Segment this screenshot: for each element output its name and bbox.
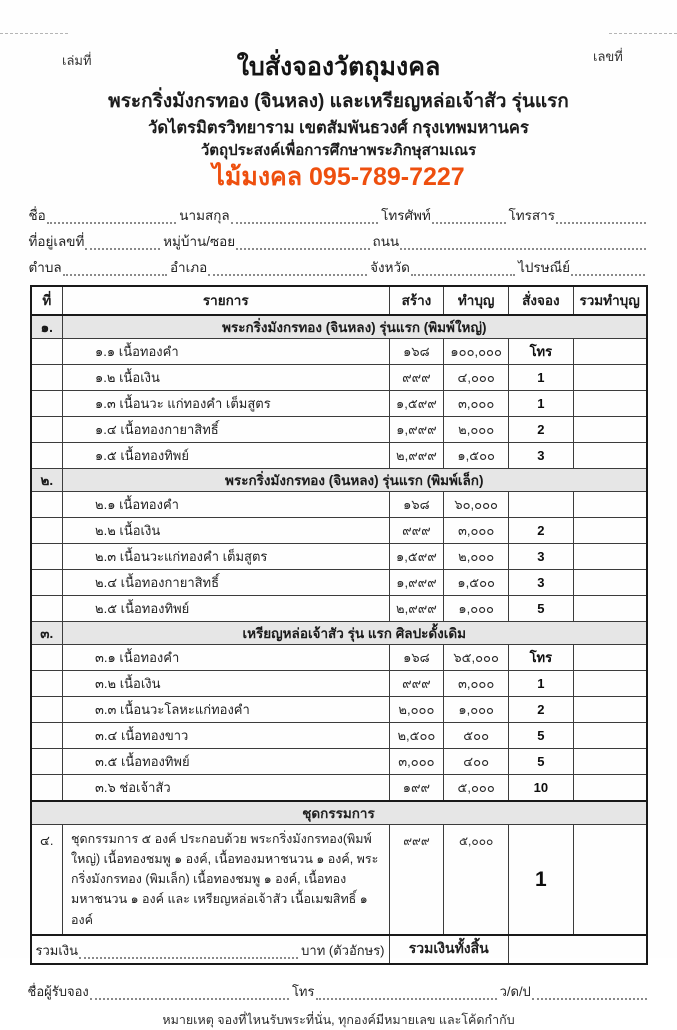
order-qty-cell[interactable]: โทร <box>509 644 574 670</box>
no-cell <box>31 390 63 416</box>
donation-amount: ๒,๐๐๐ <box>444 416 509 442</box>
row-total-cell[interactable] <box>573 517 646 543</box>
surname-label: นามสกุล <box>179 207 230 223</box>
item-name: ๓.๒ เนื้อเงิน <box>63 670 389 696</box>
district-label: อำเภอ <box>169 259 208 275</box>
table-row <box>31 416 647 442</box>
made-qty: ๙๙๙ <box>389 824 444 935</box>
section-1-title: พระกริ่งมังกรทอง (จินหลง) รุ่นแรก (พิมพ์ใหญ่) <box>63 315 647 339</box>
surname-fill-line[interactable] <box>231 207 378 224</box>
donation-amount: ๔,๐๐๐ <box>444 364 509 390</box>
row-total-cell[interactable] <box>573 416 646 442</box>
table-row <box>31 442 647 468</box>
table-row <box>31 774 647 801</box>
item-name: ๑.๕ เนื้อทองทิพย์ <box>63 442 389 468</box>
field-row-name <box>29 200 649 226</box>
no-cell <box>31 595 63 621</box>
committee-description: ชุดกรรมการ ๕ องค์ ประกอบด้วย พระกริ่งมังกรทอง(พิมพ์ใหญ่) เนื้อทองชมพู ๑ องค์, เนื้อทองมหาชนวน ๑ องค์, พระกริ่งมังกรทอง (พิมเล็ก) เนื้อทองชมพู ๑ องค์, เนื้อทองมหาชนวน ๑ องค์ และ เหรียญหล่อเจ้าสัว เนื้อเมฆสิทธิ์ ๑ องค์ <box>63 824 389 935</box>
made-qty: ๓,๐๐๐ <box>389 748 444 774</box>
section-row-2 <box>31 468 647 491</box>
donation-amount: ๕,๐๐๐ <box>444 824 509 935</box>
table-row <box>31 595 647 621</box>
no-cell <box>31 569 63 595</box>
village-label: หมู่บ้าน/ซอย <box>163 233 236 249</box>
donation-amount: ๖๕,๐๐๐ <box>444 644 509 670</box>
grand-total-row <box>31 935 647 964</box>
donation-amount: ๑,๕๐๐ <box>444 569 509 595</box>
date-label: ว/ด/ป <box>499 983 531 999</box>
donation-amount: ๑,๕๐๐ <box>444 442 509 468</box>
item-name: ๒.๕ เนื้อทองทิพย์ <box>63 595 389 621</box>
made-qty: ๒,๐๐๐ <box>389 696 444 722</box>
row-total-cell[interactable] <box>573 491 646 517</box>
subdistrict-label: ตำบล <box>28 259 62 275</box>
no-cell <box>31 364 63 390</box>
no-cell <box>31 748 63 774</box>
row-total-cell[interactable] <box>573 442 646 468</box>
committee-row <box>31 824 647 935</box>
table-row <box>31 364 647 390</box>
date-fill-line[interactable] <box>532 983 647 1000</box>
fax-fill-line[interactable] <box>556 207 645 224</box>
donation-amount: ๓,๐๐๐ <box>444 390 509 416</box>
no-cell <box>31 442 63 468</box>
item-name: ๓.๔ เนื้อทองขาว <box>63 722 389 748</box>
page-title: ใบสั่งจองวัตถุมงคล <box>236 53 441 81</box>
no-cell <box>31 722 63 748</box>
row-total-cell[interactable] <box>573 644 646 670</box>
item-name: ๑.๑ เนื้อทองคำ <box>63 338 389 364</box>
order-qty-cell[interactable]: 5 <box>509 748 574 774</box>
fax-label: โทรสาร <box>508 207 556 223</box>
table-header-row <box>31 286 647 315</box>
baht-in-words-label: บาท (ตัวอักษร) <box>301 943 385 959</box>
table-row <box>31 517 647 543</box>
row-total-cell[interactable] <box>573 670 646 696</box>
phone-fill-line[interactable] <box>432 207 506 224</box>
made-qty: ๑๖๘ <box>389 644 444 670</box>
made-qty: ๒,๙๙๙ <box>389 595 444 621</box>
made-qty: ๒,๙๙๙ <box>389 442 444 468</box>
col-header-item: รายการ <box>63 286 389 315</box>
road-label: ถนน <box>372 233 400 249</box>
postcode-label: ไปรษณีย์ <box>518 259 571 275</box>
order-qty-cell[interactable] <box>509 491 574 517</box>
subtitle-purpose: วัตถุประสงค์เพื่อการศึกษาพระภิกษุสามเณร <box>200 141 477 159</box>
order-qty-cell[interactable]: 2 <box>509 416 574 442</box>
no-cell <box>31 338 63 364</box>
row-total-cell[interactable] <box>573 824 646 935</box>
order-qty-cell[interactable]: 1 <box>509 670 574 696</box>
village-fill-line[interactable] <box>236 233 369 250</box>
donation-amount: ๒,๐๐๐ <box>444 543 509 569</box>
donation-amount: ๓,๐๐๐ <box>444 517 509 543</box>
item-name: ๓.๓ เนื้อนวะโลหะแก่ทองคำ <box>63 696 389 722</box>
made-qty: ๑,๙๙๙ <box>389 416 444 442</box>
donation-amount: ๑,๐๐๐ <box>444 595 509 621</box>
road-fill-line[interactable] <box>400 233 645 250</box>
no-cell <box>31 696 63 722</box>
donation-amount: ๕,๐๐๐ <box>444 774 509 801</box>
hotline-stamp: ไม้มงคล 095-789-7227 <box>212 163 465 192</box>
applicant-fields <box>29 200 649 278</box>
volume-no-label: เล่มที่ <box>62 53 92 68</box>
col-header-made: สร้าง <box>389 286 444 315</box>
no-cell <box>31 491 63 517</box>
section-3-title: เหรียญหล่อเจ้าสัว รุ่น แรก ศิลปะดั้งเดิม <box>63 621 647 644</box>
subtitle-amulet-series: พระกริ่งมังกรทอง (จินหลง) และเหรียญหล่อเจ้าสัว รุ่นแรก <box>108 91 569 113</box>
item-name: ๒.๒ เนื้อเงิน <box>63 517 389 543</box>
order-qty-cell[interactable]: 3 <box>509 569 574 595</box>
receiver-phone-label: โทร <box>291 983 315 999</box>
table-row <box>31 722 647 748</box>
section-2-no: ๒. <box>31 468 63 491</box>
order-qty-cell[interactable]: 3 <box>509 442 574 468</box>
row-total-cell[interactable] <box>573 338 646 364</box>
row-total-cell[interactable] <box>573 748 646 774</box>
cut-mark-left <box>0 33 68 34</box>
col-header-order: สั่งจอง <box>509 286 574 315</box>
table-row <box>31 569 647 595</box>
order-qty-cell[interactable]: 1 <box>509 364 574 390</box>
order-qty-cell[interactable]: 5 <box>509 722 574 748</box>
receiver-name-label: ชื่อผู้รับจอง <box>27 983 89 999</box>
order-qty-cell[interactable]: 2 <box>509 517 574 543</box>
section-3-no: ๓. <box>31 621 63 644</box>
address-no-fill-line[interactable] <box>85 233 160 250</box>
row-total-cell[interactable] <box>573 774 646 801</box>
order-qty-cell[interactable]: 1 <box>509 824 574 935</box>
order-qty-cell[interactable]: 5 <box>509 595 574 621</box>
no-cell <box>31 543 63 569</box>
donation-amount: ๑๐๐,๐๐๐ <box>444 338 509 364</box>
committee-header-title: ชุดกรรมการ <box>31 801 647 825</box>
no-cell <box>31 517 63 543</box>
order-qty-cell[interactable]: 1 <box>509 390 574 416</box>
row-total-cell[interactable] <box>573 696 646 722</box>
header-titles <box>0 0 677 194</box>
receiver-name-fill-line[interactable] <box>90 983 289 1000</box>
receiver-phone-fill-line[interactable] <box>316 983 497 1000</box>
table-row <box>31 543 647 569</box>
col-header-no: ที่ <box>31 286 63 315</box>
table-row <box>31 390 647 416</box>
item-name: ๑.๒ เนื้อเงิน <box>63 364 389 390</box>
made-qty: ๒,๕๐๐ <box>389 722 444 748</box>
row-total-cell[interactable] <box>573 569 646 595</box>
section-row-1 <box>31 315 647 339</box>
item-name: ๑.๓ เนื้อนวะ แก่ทองคำ เต็มสูตร <box>63 390 389 416</box>
col-header-total: รวมทำบุญ <box>573 286 646 315</box>
table-row <box>31 491 647 517</box>
order-qty-cell[interactable]: 3 <box>509 543 574 569</box>
donation-amount: ๓,๐๐๐ <box>444 670 509 696</box>
subdistrict-fill-line[interactable] <box>63 259 167 276</box>
made-qty: ๙๙๙ <box>389 670 444 696</box>
no-cell <box>31 644 63 670</box>
made-qty: ๑,๙๙๙ <box>389 569 444 595</box>
footer-note: หมายเหตุ จองที่ไหนรับพระที่นั่น, ทุกองค์มีหมายเลข และโค้ดกำกับ <box>162 1012 515 1027</box>
donation-amount: ๕๐๐ <box>444 722 509 748</box>
made-qty: ๙๙๙ <box>389 517 444 543</box>
donation-amount: ๖๐,๐๐๐ <box>444 491 509 517</box>
field-row-district <box>29 252 649 278</box>
committee-no: ๔. <box>31 824 63 935</box>
table-row <box>31 748 647 774</box>
made-qty: ๙๙๙ <box>389 364 444 390</box>
row-total-cell[interactable] <box>573 595 646 621</box>
receiver-line <box>28 980 650 1002</box>
table-row <box>31 696 647 722</box>
grand-total-amount-cell[interactable] <box>509 935 647 964</box>
made-qty: ๑๙๙ <box>389 774 444 801</box>
row-total-cell[interactable] <box>573 722 646 748</box>
district-fill-line[interactable] <box>208 259 367 276</box>
item-name: ๓.๖ ช่อเจ้าสัว <box>63 774 389 801</box>
order-qty-cell[interactable]: 10 <box>509 774 574 801</box>
phone-label: โทรศัพท์ <box>381 207 431 223</box>
postcode-fill-line[interactable] <box>571 259 645 276</box>
made-qty: ๑,๕๙๙ <box>389 390 444 416</box>
donation-amount: ๔๐๐ <box>444 748 509 774</box>
province-label: จังหวัด <box>370 259 410 275</box>
total-in-words-cell <box>31 935 390 964</box>
no-cell <box>31 670 63 696</box>
field-row-address <box>29 226 649 252</box>
table-row <box>31 670 647 696</box>
made-qty: ๑๖๘ <box>389 338 444 364</box>
item-name: ๒.๓ เนื้อนวะแก่ทองคำ เต็มสูตร <box>63 543 389 569</box>
section-1-no: ๑. <box>31 315 63 339</box>
item-name: ๓.๑ เนื้อทองคำ <box>63 644 389 670</box>
row-total-cell[interactable] <box>573 543 646 569</box>
made-qty: ๑๖๘ <box>389 491 444 517</box>
row-total-cell[interactable] <box>573 390 646 416</box>
item-name: ๓.๕ เนื้อทองทิพย์ <box>63 748 389 774</box>
table-row <box>31 338 647 364</box>
no-cell <box>31 416 63 442</box>
section-2-title: พระกริ่งมังกรทอง (จินหลง) รุ่นแรก (พิมพ์เล็ก) <box>63 468 647 491</box>
item-name: ๒.๑ เนื้อทองคำ <box>63 491 389 517</box>
grand-total-label: รวมเงินทั้งสิ้น <box>389 935 508 964</box>
order-table <box>30 285 648 965</box>
section-row-3 <box>31 621 647 644</box>
name-label: ชื่อ <box>28 207 46 223</box>
col-header-donation: ทำบุญ <box>444 286 509 315</box>
order-qty-cell[interactable]: โทร <box>509 338 574 364</box>
province-fill-line[interactable] <box>411 259 515 276</box>
address-no-label: ที่อยู่เลขที่ <box>28 233 85 249</box>
total-amount-label: รวมเงิน <box>35 943 79 959</box>
donation-amount: ๑,๐๐๐ <box>444 696 509 722</box>
no-cell <box>31 774 63 801</box>
row-total-cell[interactable] <box>573 364 646 390</box>
item-name: ๑.๔ เนื้อทองกายาสิทธิ์ <box>63 416 389 442</box>
name-fill-line[interactable] <box>47 207 176 224</box>
subtitle-temple: วัดไตรมิตรวิทยาราม เขตสัมพันธวงศ์ กรุงเทพมหานคร <box>148 119 529 137</box>
committee-header-row <box>31 801 647 825</box>
total-amount-fill-line[interactable] <box>79 942 298 959</box>
doc-no-label: เลขที่ <box>593 49 623 64</box>
item-name: ๒.๔ เนื้อทองกายาสิทธิ์ <box>63 569 389 595</box>
table-row <box>31 644 647 670</box>
order-qty-cell[interactable]: 2 <box>509 696 574 722</box>
made-qty: ๑,๕๙๙ <box>389 543 444 569</box>
cut-mark-right <box>609 33 677 34</box>
